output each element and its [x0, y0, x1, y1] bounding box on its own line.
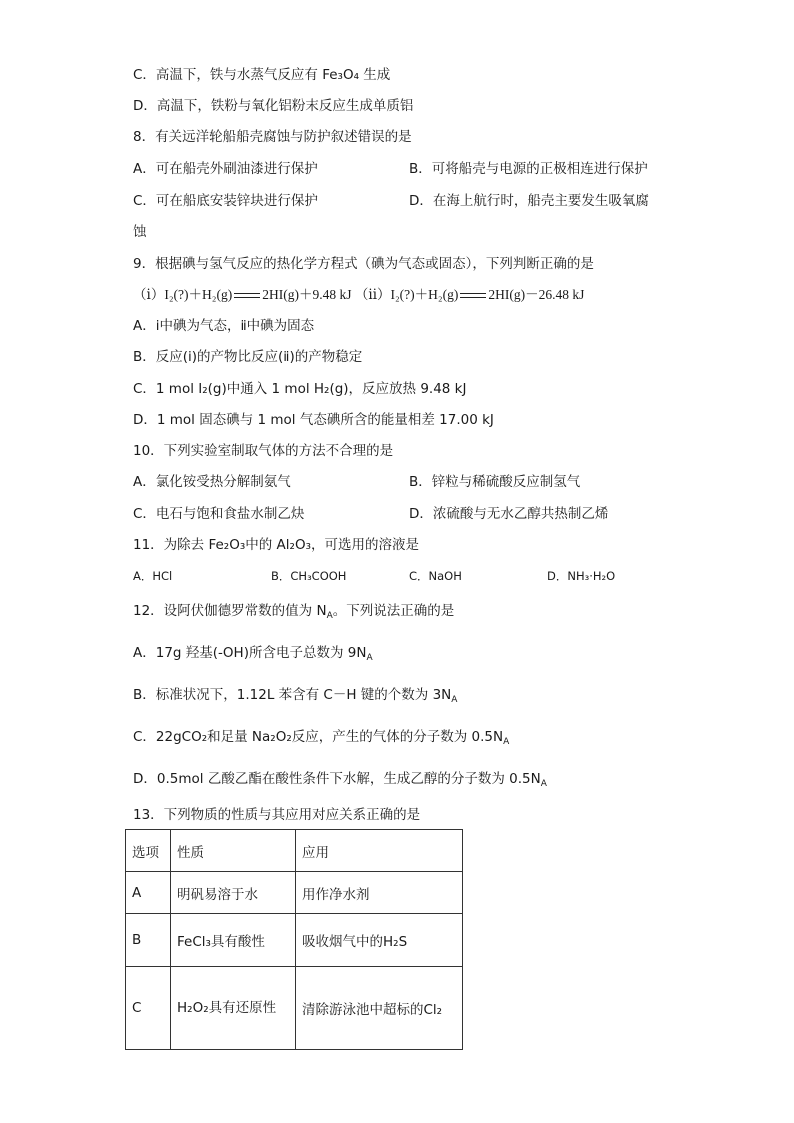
equation-2-left: （ⅱ）I₂(?)＋H₂(g) — [354, 287, 459, 302]
subscript: A — [540, 779, 547, 789]
option-8d: D．在海上航行时，船壳主要发生吸氧腐 — [409, 193, 649, 209]
option-8c: C．可在船底安装锌块进行保护 — [133, 193, 318, 209]
option-11d: D．NH₃·H₂O — [547, 569, 616, 583]
option-10a: A．氯化铵受热分解制氨气 — [133, 474, 291, 490]
option-9a: A．ⅰ中碘为气态，ⅱ中碘为固态 — [133, 318, 315, 334]
option-8b: B．可将船壳与电源的正极相连进行保护 — [409, 161, 648, 177]
question-8: 8．有关远洋轮船船壳腐蚀与防护叙述错误的是 — [133, 129, 412, 145]
option-10d: D．浓硫酸与无水乙醇共热制乙烯 — [409, 506, 609, 522]
table-header-cell: 应用 — [296, 830, 463, 872]
question-13: 13．下列物质的性质与其应用对应关系正确的是 — [133, 807, 421, 823]
option-11c: C．NaOH — [409, 569, 462, 583]
option-12d-text: D．0.5mol 乙酸乙酯在酸性条件下水解，生成乙醇的分子数为 0.5N — [133, 771, 541, 787]
table-cell: B — [126, 914, 171, 967]
option-12a — [133, 644, 373, 667]
table-row — [126, 967, 463, 1050]
equilibrium-arrow-icon — [460, 292, 486, 300]
table-row — [126, 914, 463, 967]
option-9c: C．1 mol I₂(g)中通入 1 mol H₂(g)，反应放热 9.48 kJ — [133, 381, 467, 397]
equation-2-right: 2HI(g)－26.48 kJ — [488, 287, 585, 302]
option-10b: B．锌粒与稀硫酸反应制氢气 — [409, 474, 581, 490]
option-7c: C．高温下，铁与水蒸气反应有 Fe₃O₄ 生成 — [133, 67, 391, 83]
option-9b: B．反应(ⅰ)的产物比反应(ⅱ)的产物稳定 — [133, 349, 363, 365]
equation-row — [133, 286, 584, 304]
answer-table — [125, 829, 463, 1050]
option-12a-text: A．17g 羟基(-OH)所含电子总数为 9N — [133, 645, 367, 661]
subscript: A — [326, 611, 333, 621]
option-12c-text: C．22gCO₂和足量 Na₂O₂反应，产生的气体的分子数为 0.5N — [133, 729, 504, 745]
option-10c: C．电石与饱和食盐水制乙炔 — [133, 506, 305, 522]
equation-1-right: 2HI(g)＋9.48 kJ — [262, 287, 352, 302]
option-8d-continued: 蚀 — [133, 224, 147, 240]
option-11a: A．HCl — [133, 569, 173, 583]
table-cell: 用作净水剂 — [296, 872, 463, 914]
table-cell: C — [126, 967, 171, 1050]
subscript: A — [503, 737, 510, 747]
table-header-cell: 选项 — [126, 830, 171, 872]
question-12-tail: 。下列说法正确的是 — [332, 603, 455, 619]
table-cell: H₂O₂具有还原性 — [171, 967, 296, 1050]
table-row — [126, 872, 463, 914]
option-12b-text: B．标准状况下，1.12L 苯含有 C－H 键的个数为 3N — [133, 687, 452, 703]
option-8a: A．可在船壳外刷油漆进行保护 — [133, 161, 318, 177]
option-9d: D．1 mol 固态碘与 1 mol 气态碘所含的能量相差 17.00 kJ — [133, 412, 494, 428]
table-cell: 清除游泳池中超标的Cl₂ — [296, 967, 463, 1050]
question-12 — [133, 602, 454, 625]
table-header-row — [126, 830, 463, 872]
option-12b — [133, 686, 457, 709]
table-header-cell: 性质 — [171, 830, 296, 872]
table-cell: FeCl₃具有酸性 — [171, 914, 296, 967]
equation-1-left: （ⅰ）I₂(?)＋H₂(g) — [133, 287, 233, 302]
equilibrium-arrow-icon — [234, 292, 260, 300]
question-9: 9．根据碘与氢气反应的热化学方程式（碘为气态或固态），下列判断正确的是 — [133, 256, 594, 272]
option-7d: D．高温下，铁粉与氧化铝粉末反应生成单质铝 — [133, 98, 414, 114]
question-10: 10．下列实验室制取气体的方法不合理的是 — [133, 443, 394, 459]
question-11: 11．为除去 Fe₂O₃中的 Al₂O₃，可选用的溶液是 — [133, 537, 419, 553]
table-cell: 明矾易溶于水 — [171, 872, 296, 914]
option-12d — [133, 770, 547, 793]
option-11b: B．CH₃COOH — [271, 569, 347, 583]
subscript: A — [451, 695, 458, 705]
table-cell: 吸收烟气中的H₂S — [296, 914, 463, 967]
question-12-text: 12．设阿伏伽德罗常数的值为 N — [133, 603, 327, 619]
option-12c — [133, 728, 509, 751]
subscript: A — [366, 653, 373, 663]
table-cell: A — [126, 872, 171, 914]
